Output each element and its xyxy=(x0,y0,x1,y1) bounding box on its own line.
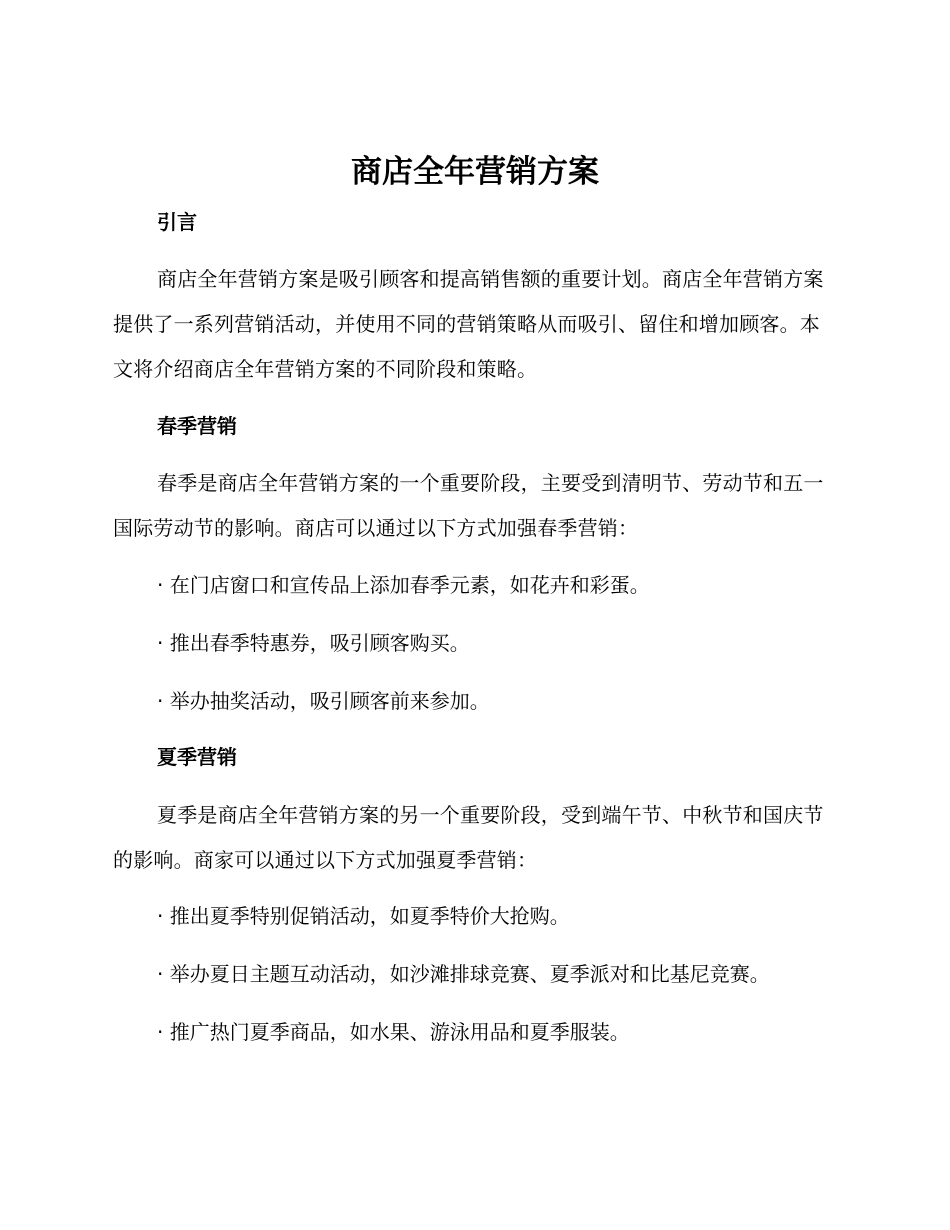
list-item-summer-3: · 推广热门夏季商品，如水果、游泳用品和夏季服装。 xyxy=(157,1020,630,1044)
section-paragraph-spring: 春季是商店全年营销方案的一个重要阶段，主要受到清明节、劳动节和五一国际劳动节的影响。商店可以通过以下方式加强春季营销： xyxy=(113,471,824,540)
document-title: 商店全年营销方案 xyxy=(351,154,599,190)
section-heading-spring: 春季营销 xyxy=(157,414,237,438)
list-item-summer-1: · 推出夏季特别促销活动，如夏季特价大抢购。 xyxy=(157,904,570,928)
section-heading-summer: 夏季营销 xyxy=(157,745,237,769)
section-paragraph-intro: 商店全年营销方案是吸引顾客和提高销售额的重要计划。商店全年营销方案提供了一系列营销活动，并使用不同的营销策略从而吸引、留住和增加顾客。本文将介绍商店全年营销方案的不同阶段和策略。 xyxy=(113,267,824,381)
list-item-spring-2: · 推出春季特惠券，吸引顾客购买。 xyxy=(157,631,470,655)
list-item-spring-3: · 举办抽奖活动，吸引顾客前来参加。 xyxy=(157,689,490,713)
list-item-spring-1: · 在门店窗口和宣传品上添加春季元素，如花卉和彩蛋。 xyxy=(157,573,650,597)
list-item-summer-2: · 举办夏日主题互动活动，如沙滩排球竞赛、夏季派对和比基尼竞赛。 xyxy=(157,962,770,986)
section-paragraph-summer: 夏季是商店全年营销方案的另一个重要阶段，受到端午节、中秋节和国庆节的影响。商家可以通过以下方式加强夏季营销： xyxy=(113,803,824,872)
section-heading-intro: 引言 xyxy=(157,210,197,234)
